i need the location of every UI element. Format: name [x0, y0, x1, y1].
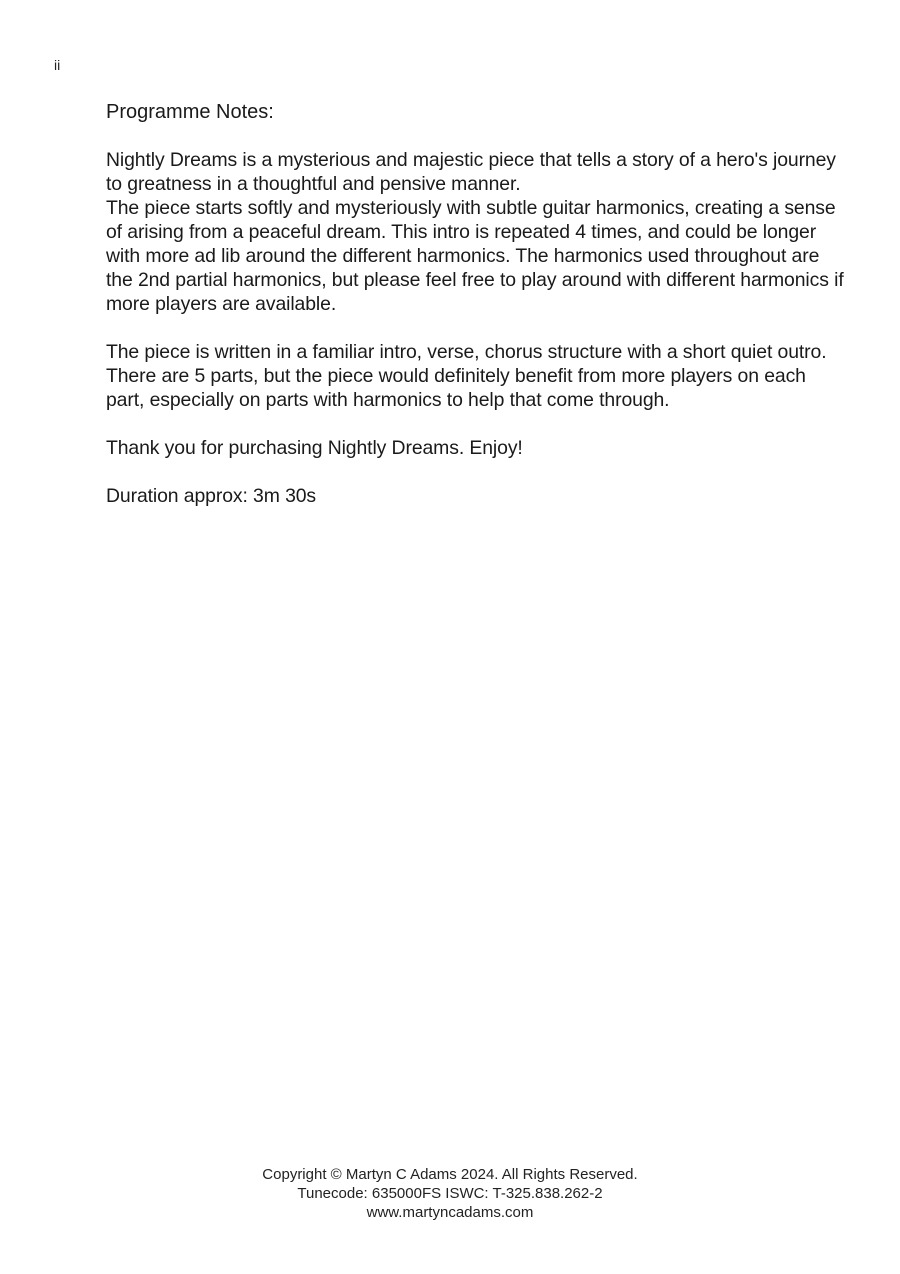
notes-intro-description: The piece starts softly and mysteriously with subtle guitar harmonics, creating a sense of arising from a peaceful dream. This intro is repeated 4 times, and could be longer with more ad lib around the different harmonics. The harmonics used throughout are the 2nd partial harmonics, but please feel free to play around with different harmonics if more players are available. — [106, 197, 844, 315]
notes-heading: Programme Notes: — [106, 101, 274, 123]
programme-notes — [106, 100, 846, 508]
paragraph-spacer — [106, 316, 846, 340]
copyright-notice: Copyright © Martyn C Adams 2024. All Rights Reserved. — [262, 1166, 638, 1183]
page-footer — [0, 1165, 900, 1222]
notes-structure-paragraph: The piece is written in a familiar intro, verse, chorus structure with a short quiet outro. There are 5 parts, but the piece would definitely benefit from more players on each part, especially on parts with harmonics to help that come through. — [106, 341, 827, 411]
tune-codes: Tunecode: 635000FS ISWC: T-325.838.262-2 — [297, 1185, 603, 1202]
notes-duration: Duration approx: 3m 30s — [106, 485, 317, 507]
notes-thanks: Thank you for purchasing Nightly Dreams. Enjoy! — [106, 437, 523, 459]
website-text: www.martyncadams.com — [366, 1204, 534, 1221]
notes-intro-sentence: Nightly Dreams is a mysterious and majestic piece that tells a story of a hero's journey to greatness in a thoughtful and pensive manner. — [106, 149, 836, 195]
page-number: ii — [54, 57, 61, 73]
paragraph-spacer — [106, 460, 846, 484]
paragraph-spacer — [106, 412, 846, 436]
